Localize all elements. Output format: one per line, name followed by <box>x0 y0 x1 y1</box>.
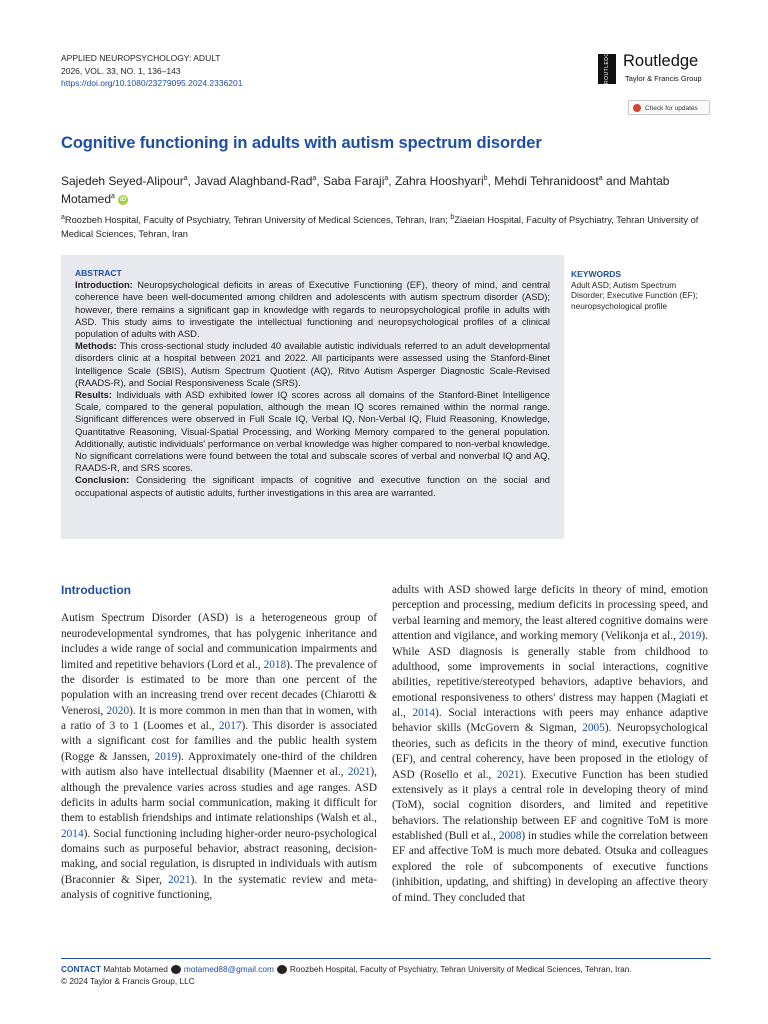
keywords-block <box>571 269 711 311</box>
citation-link[interactable]: 2005 <box>582 722 605 735</box>
body-column-right <box>392 583 708 906</box>
body-paragraph <box>392 583 708 906</box>
check-updates-label: Check for updates <box>645 105 698 112</box>
check-updates-icon <box>633 104 641 112</box>
doi-link[interactable]: https://doi.org/10.1080/23279095.2024.2336201 <box>61 78 243 88</box>
abstract-section-text: This cross-sectional study included 40 available autistic individuals referred to an adult developmental disorders clinic at a hospital between 2021 and 2022. All participants were assessed using the Stanford-Binet Intelligence Scale (SBIS), Autism Spectrum Quotient (AQ), Ritvo Autism Asperger Diagnostic Scale-Revised (RAADS-R), and Social Responsiveness Scale (SRS). <box>75 340 550 388</box>
citation-link[interactable]: 2019 <box>678 630 702 643</box>
citation-link[interactable]: 2014 <box>61 827 84 840</box>
publisher-block <box>598 48 710 86</box>
citation-link[interactable]: 2019 <box>154 750 178 763</box>
abstract-section-label: Conclusion: <box>75 474 130 486</box>
body-text: ). It is more common in men than that in women, with a ratio of 3 to 1 (Loomes et al., <box>61 704 377 732</box>
author-affiliation-mark: a <box>312 175 317 182</box>
contact-name: Mahtab Motamed <box>103 964 168 974</box>
affiliation-text: Ziaeian Hospital, Faculty of Psychiatry, Tehran University of Medical Sciences, Tehran, Iran <box>61 215 699 240</box>
citation-link[interactable]: 2021 <box>168 873 191 886</box>
body-text: ). While ASD diagnosis is generally stable from childhood to adulthood, some improvements in social interactions, cognitive abilities, repetitive/stereotyped behaviors, adaptive behaviors, and emotional responsiveness to others' distress may happen (Magiati et al., <box>392 630 708 719</box>
author-affiliation-mark: a <box>183 175 188 182</box>
body-text: ). Social functioning including higher-order neuro-psychological domains such as purposeful behavior, abstract reasoning, decision-making, and social regulation, is disrupted in individuals with autism (Braconnier & Siper, <box>61 827 377 886</box>
abstract-section-text: Individuals with ASD exhibited lower IQ scores across all domains of the Stanford-Binet Intelligence Scale, compared to the general population, although the mean IQ scores remained within the normal range. Significant differences were observed in Full Scale IQ, Verbal IQ, Non-Verbal IQ, Fluid Reasoning, Knowledge, Quantitative Reasoning, Visual-Spatial Processing, and Working Memory compared to the general population. Additionally, autistic individuals' performance on verbal knowledge was higher compared to non-verbal knowledge. No significant correlations were found between the total and subscale scores of verbal and nonverbal IQ and AQ, RAADS-R, and SRS scores. <box>75 389 551 474</box>
footer-divider <box>61 958 711 959</box>
body-text: ). Executive Function has been studied extensively as it plays a central role in developing theory of mind (ToM), social cognition disorders, and limited and repetitive behaviors. The relationship between EF and cognitive ToM is more established (Bull et al., <box>392 768 708 842</box>
author-affiliation-mark: a <box>111 193 115 200</box>
abstract-section <box>75 474 550 498</box>
abstract-section-label: Results: <box>75 389 112 401</box>
section-heading-introduction: Introduction <box>61 583 131 597</box>
affiliation-mark: b <box>450 214 455 221</box>
copyright: © 2024 Taylor & Francis Group, LLC <box>61 976 195 986</box>
author-and: and <box>606 174 627 188</box>
body-text: ). In the systematic review and meta-analysis of cognitive functioning, <box>61 873 377 902</box>
abstract-section-text: Considering the significant impacts of cognitive and executive function on the social and occupational aspects of autistic adults, further investigations in this area are warranted. <box>75 474 551 498</box>
body-text: ). Approximately one-third of the children with autism also have intellectual disability (Maenner et al., <box>61 750 377 779</box>
body-text: adults with ASD showed large deficits in theory of mind, emotion perception and processing, medium deficits in processing speed, and verbal learning and memory, the least altered cognitive domains were attention and vigilance, and working memory (Velikonja et al., <box>392 584 708 643</box>
contact-label: CONTACT <box>61 964 101 974</box>
body-text: Autism Spectrum Disorder (ASD) is a heterogeneous group of neurodevelopmental syndromes, that has polygenic inheritance and includes a wide range of social and communication impairments and limited and repetitive behaviors (Lord et al., <box>61 612 377 671</box>
abstract-heading: ABSTRACT <box>75 268 122 278</box>
author-name: Javad Alaghband-Rad <box>194 174 313 188</box>
citation-link[interactable]: 2021 <box>347 766 371 779</box>
abstract-box <box>61 255 564 539</box>
body-column-left <box>61 583 377 904</box>
check-for-updates-button[interactable] <box>628 100 710 115</box>
contact-email-link[interactable]: motamed88@gmail.com <box>183 964 274 974</box>
body-text: ), although the prevalence varies across studies and age ranges. ASD deficits in adults harm social communication, making it difficult for them to establish friendships and intimate relationships (Walsh et al., <box>61 766 377 825</box>
address-icon <box>277 965 287 974</box>
citation-link[interactable]: 2020 <box>106 704 130 717</box>
abstract-section <box>75 389 550 474</box>
body-text: ). Social interactions with peers may enhance adaptive behavior skills (McGovern & Sigman, <box>392 707 708 735</box>
body-text: ). This disorder is associated with a significant cost for families and the public health system (Rogge & Janssen, <box>61 720 377 763</box>
abstract-section-label: Introduction: <box>75 279 133 291</box>
author-affiliation-mark: a <box>598 175 603 182</box>
abstract-section-label: Methods: <box>75 340 117 352</box>
abstract-section-text: Neuropsychological deficits in areas of Executive Functioning (EF), theory of mind, and central coherence have been well-documented among children and adolescents with autism spectrum disorder (ASD); however, there remains a significant gap in knowledge with regards to neuropsychological profile in adults with ASD. This study aims to investigate the intellectual functioning and neuropsychological profiles of a clinical population of adults with ASD. <box>75 279 551 340</box>
citation-link[interactable]: 2008 <box>498 830 522 842</box>
journal-info <box>61 52 243 90</box>
citation-link[interactable]: 2014 <box>412 707 436 719</box>
affiliation-text: Roozbeh Hospital, Faculty of Psychiatry, Tehran University of Medical Sciences, Tehran, Iran; <box>64 215 451 226</box>
orcid-icon[interactable]: iD <box>119 196 126 203</box>
contact-address: Roozbeh Hospital, Faculty of Psychiatry, Tehran University of Medical Sciences, Tehran, Iran. <box>289 964 632 974</box>
author-name: Mehdi Tehranidoost <box>494 174 599 188</box>
journal-name: APPLIED NEUROPSYCHOLOGY: ADULT <box>61 53 221 63</box>
abstract-section <box>75 340 550 389</box>
keywords-text: Adult ASD; Autism Spectrum Disorder; Executive Function (EF); neuropsychological profile <box>571 279 698 311</box>
citation-link[interactable]: 2021 <box>496 768 520 781</box>
citation-link[interactable]: 2017 <box>218 720 242 732</box>
body-text: ). Neuropsychological theories, such as deficits in the theory of mind, executive function (EF), and central coherency, have been proposed in the etiology of ASD (Rosello et al., <box>392 722 708 781</box>
body-paragraph <box>61 611 377 903</box>
author-name: Sajedeh Seyed-Alipour <box>61 174 184 188</box>
body-text: ). The prevalence of the disorder is estimated to be more than one percent of the population with an increasing trend over recent decades (Chiarotti & Venerosi, <box>61 658 377 717</box>
body-text: ) in studies while the correlation between EF and affective ToM is much more debated. Otsuka and colleagues explored the role of subcomponents of executive functions (inhibition, updating, and shifting) in developing an affective theory of mind. They concluded that <box>392 830 708 904</box>
abstract-section <box>75 279 550 340</box>
footer <box>61 963 721 987</box>
author-name: Zahra Hooshyari <box>394 174 484 188</box>
affiliation-mark: a <box>61 214 65 221</box>
journal-issue: 2026, VOL. 33, NO. 1, 136–143 <box>61 65 181 76</box>
routledge-logo: ROUTLEDGE <box>598 54 616 84</box>
citation-link[interactable]: 2018 <box>263 658 287 671</box>
contact-line <box>61 963 721 975</box>
article-title: Cognitive functioning in adults with autism spectrum disorder <box>61 134 542 152</box>
author-affiliation-mark: b <box>483 175 488 182</box>
keywords-heading: KEYWORDS <box>571 269 622 279</box>
affiliations <box>61 211 711 241</box>
publisher-name: Routledge <box>623 52 699 70</box>
email-icon <box>171 965 181 974</box>
author-affiliation-mark: a <box>384 175 389 182</box>
publisher-subtitle: Taylor & Francis Group <box>625 74 702 83</box>
author-name: Mahtab Motamed <box>61 174 670 206</box>
author-list: Sajedeh Seyed-Alipour$^a$, Javad Alaghband-Rad$^a$, Saba Faraji$^a$, Zahra Hooshyari$^b$, Mehdi Tehranidoost$^a$ and Mahtab Motamed$^a$ iD <box>61 174 670 206</box>
author-name: Saba Faraji <box>323 174 385 188</box>
